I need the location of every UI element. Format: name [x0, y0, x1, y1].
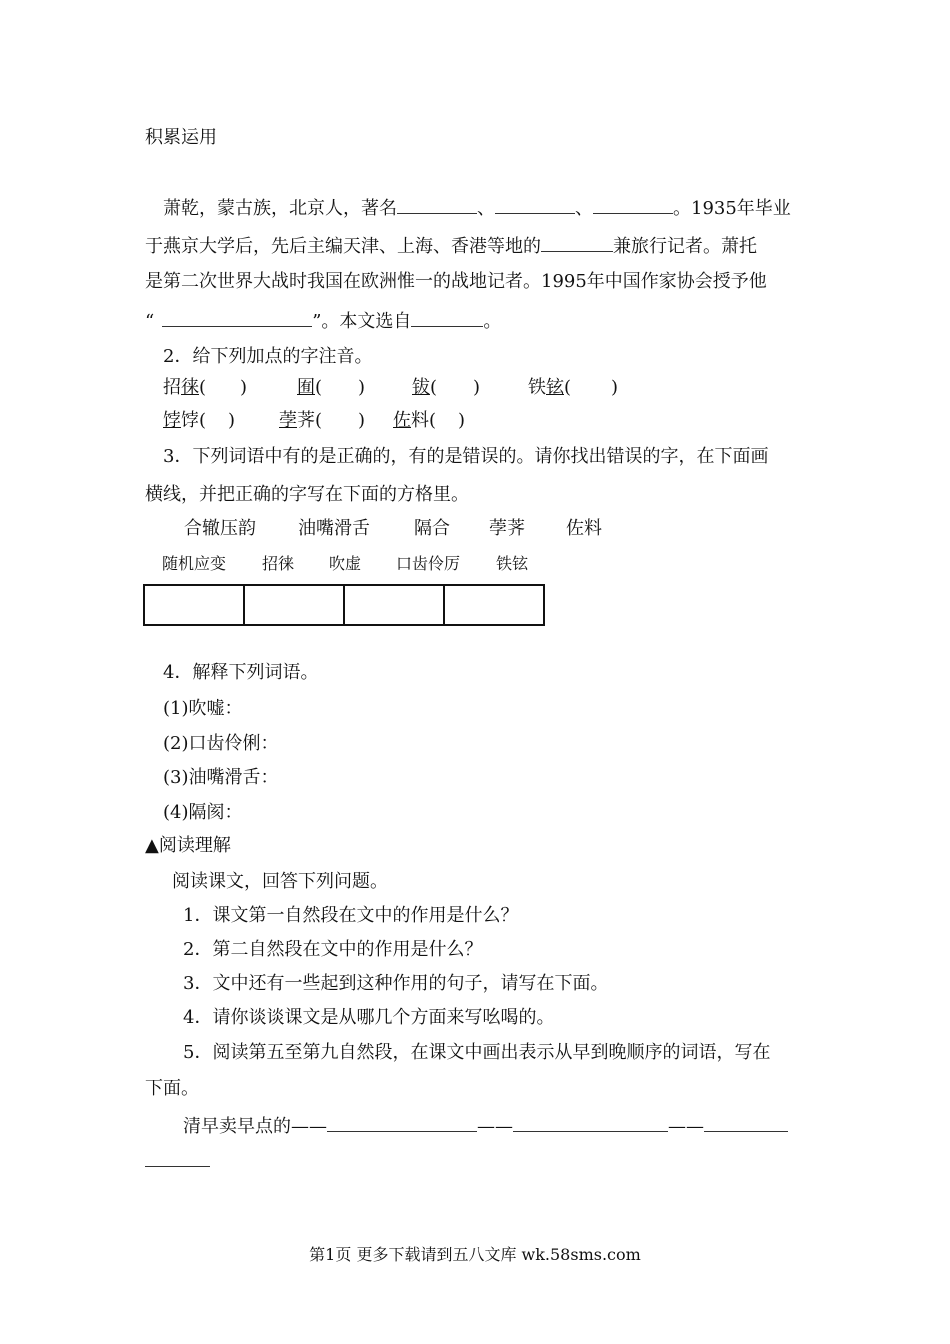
answer-blank[interactable]: [704, 1113, 788, 1132]
q1-text-2b: 兼旅行记者。萧托: [613, 236, 757, 257]
reading-question: 1．课文第一自然段在文中的作用是什么？: [183, 905, 519, 926]
answer-grid: [143, 584, 545, 626]
paren-close: ): [458, 410, 466, 431]
dotted-char: 荸: [279, 410, 297, 431]
paren-close: ): [473, 377, 481, 398]
dotted-char: 铉: [546, 377, 564, 398]
q1-line-2: [145, 233, 757, 259]
reading-intro: 阅读课文，回答下列问题。: [172, 871, 388, 892]
q1-line-4: [145, 308, 501, 334]
paren-open: (: [315, 410, 323, 431]
separator: 、: [477, 198, 495, 219]
q3-word: 招徕: [262, 554, 295, 573]
dotted-char: 囿: [297, 377, 315, 398]
paren-open: (: [199, 377, 207, 398]
reading-question: 2．第二自然段在文中的作用是什么？: [183, 939, 483, 960]
q3-word: 荸荠: [489, 518, 525, 539]
q3-word: 合辙压韵: [184, 518, 256, 539]
q4-item: (2)口齿伶俐：: [163, 733, 279, 754]
q3-prompt-line-1: 3．下列词语中有的是正确的，有的是错误的。请你找出错误的字，在下面画: [163, 446, 769, 467]
char-prefix: 招: [163, 377, 181, 398]
separator: 、: [575, 198, 593, 219]
q1-text-4-end: 。: [483, 311, 502, 332]
q3-word: 吹虚: [329, 554, 362, 573]
dotted-char: 钹: [412, 377, 430, 398]
answer-blank[interactable]: [162, 308, 312, 327]
q3-prompt-line-2: 横线，并把正确的字写在下面的方格里。: [145, 484, 469, 505]
reading-question-cont: 下面。: [145, 1078, 199, 1099]
paren-close: ): [358, 410, 366, 431]
page-footer: 第1页 更多下载请到五八文库 wk.58sms.com: [309, 1245, 641, 1264]
q1-line-3: 是第二次世界大战时我国在欧洲惟一的战地记者。1995年中国作家协会授予他: [145, 271, 767, 292]
q3-word: 油嘴滑舌: [298, 518, 370, 539]
reading-question: 4．请你谈谈课文是从哪几个方面来写吆喝的。: [183, 1007, 555, 1028]
q1-text-1b: 。1935年毕业: [673, 198, 791, 219]
reading-question: 5．阅读第五至第九自然段，在课文中画出表示从早到晚顺序的词语，写在: [183, 1042, 771, 1063]
open-quote: “: [145, 311, 155, 332]
pinyin-item: [528, 376, 618, 400]
q2-prompt: 2．给下列加点的字注音。: [163, 346, 373, 367]
answer-blank[interactable]: [541, 233, 613, 252]
q4-item: (1)吹嘘：: [163, 698, 243, 719]
q4-item: (3)油嘴滑舌：: [163, 767, 279, 788]
answer-blank[interactable]: [495, 195, 575, 214]
pinyin-item: [393, 409, 465, 433]
paren-open: (: [564, 377, 572, 398]
answer-box[interactable]: [344, 585, 444, 625]
pinyin-item: [279, 409, 365, 433]
pinyin-item: [155, 409, 235, 433]
reading-question: 3．文中还有一些起到这种作用的句子，请写在下面。: [183, 973, 609, 994]
dotted-char: 佐: [393, 410, 411, 431]
answer-blank[interactable]: [327, 1113, 477, 1132]
section-title-accumulation: 积累运用: [145, 127, 217, 148]
q4-item: (4)隔阂：: [163, 802, 243, 823]
q1-text-2a: 于燕京大学后，先后主编天津、上海、香港等地的: [145, 236, 541, 257]
answer-box[interactable]: [144, 585, 244, 625]
q3-word: 隔合: [414, 518, 450, 539]
paren-close: ): [228, 410, 236, 431]
pinyin-item: [163, 376, 247, 400]
q3-word: 佐料: [566, 518, 602, 539]
paren-close: ): [358, 377, 366, 398]
answer-box[interactable]: [444, 585, 544, 625]
dash: ——: [668, 1116, 704, 1137]
dotted-char: 饽: [163, 410, 181, 431]
char-suffix: 料: [411, 410, 429, 431]
fill-in-line: [183, 1113, 788, 1139]
answer-blank-continued[interactable]: [145, 1166, 210, 1167]
q3-word: 口齿伶厉: [396, 554, 461, 573]
char-suffix: 饽: [181, 410, 199, 431]
paren-open: (: [429, 410, 437, 431]
char-prefix: 铁: [528, 377, 546, 398]
answer-blank[interactable]: [593, 195, 673, 214]
paren-close: ): [611, 377, 619, 398]
answer-blank[interactable]: [411, 308, 483, 327]
section-title-reading: ▲阅读理解: [145, 835, 231, 856]
answer-blank[interactable]: [397, 195, 477, 214]
q1-line-1: [163, 195, 791, 221]
char-suffix: 荠: [297, 410, 315, 431]
answer-box[interactable]: [244, 585, 344, 625]
dotted-char: 徕: [181, 377, 199, 398]
q3-word: 铁铉: [496, 554, 529, 573]
paren-open: (: [315, 377, 323, 398]
q3-word: 随机应变: [162, 554, 227, 573]
paren-open: (: [430, 377, 438, 398]
pinyin-item: [412, 376, 480, 400]
fill-prefix: 清早卖早点的——: [183, 1116, 327, 1137]
answer-blank[interactable]: [513, 1113, 668, 1132]
paren-close: ): [240, 377, 248, 398]
dash: ——: [477, 1116, 513, 1137]
q1-text-4b: ”。本文选自: [312, 311, 412, 332]
q1-text-1a: 萧乾，蒙古族，北京人，著名: [163, 198, 397, 219]
paren-open: (: [199, 410, 207, 431]
pinyin-item: [297, 376, 365, 400]
q4-prompt: 4．解释下列词语。: [163, 662, 319, 683]
